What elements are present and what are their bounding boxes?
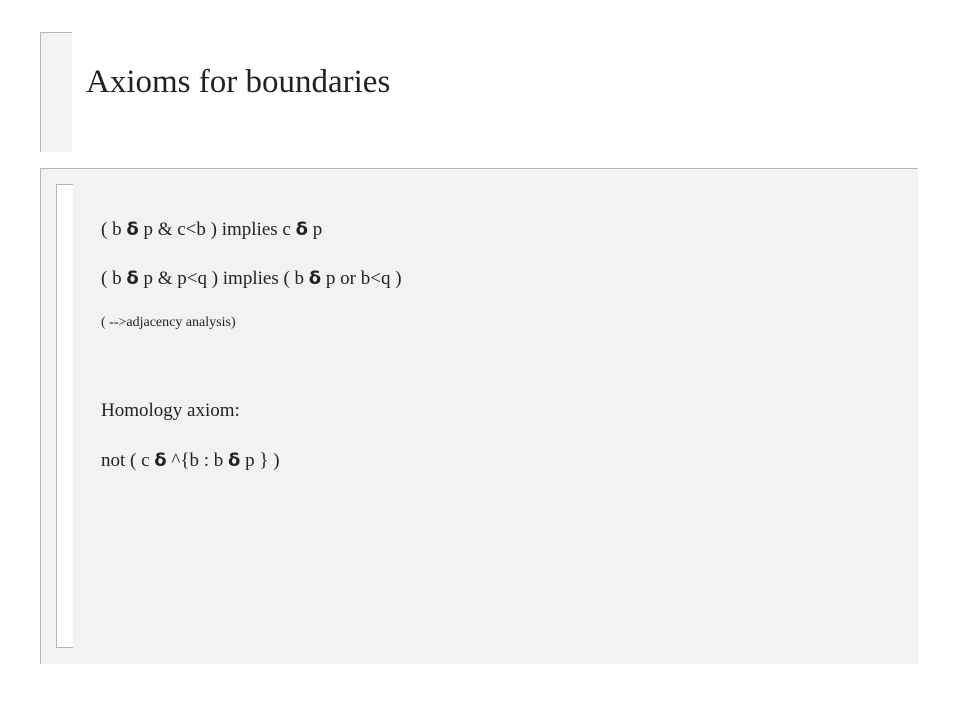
axiom-line-1: ( b δ p & c<b ) implies c δ p [101,219,323,240]
homology-heading: Homology axiom: [101,400,240,421]
delta-symbol: δ [154,450,167,471]
title-accent-bar [40,32,72,152]
delta-symbol: δ [228,450,241,471]
axiom-line-2: ( b δ p & p<q ) implies ( b δ p or b<q ) [101,268,402,289]
delta-symbol: δ [126,268,139,289]
axiom-note: ( -->adjacency analysis) [101,315,236,330]
homology-axiom: not ( c δ ^{b : b δ p } ) [101,450,280,471]
delta-symbol: δ [308,268,322,289]
content-panel-strip [56,184,73,648]
slide-title: Axioms for boundaries [86,64,391,100]
delta-symbol: δ [126,219,139,240]
delta-symbol: δ [295,219,308,240]
